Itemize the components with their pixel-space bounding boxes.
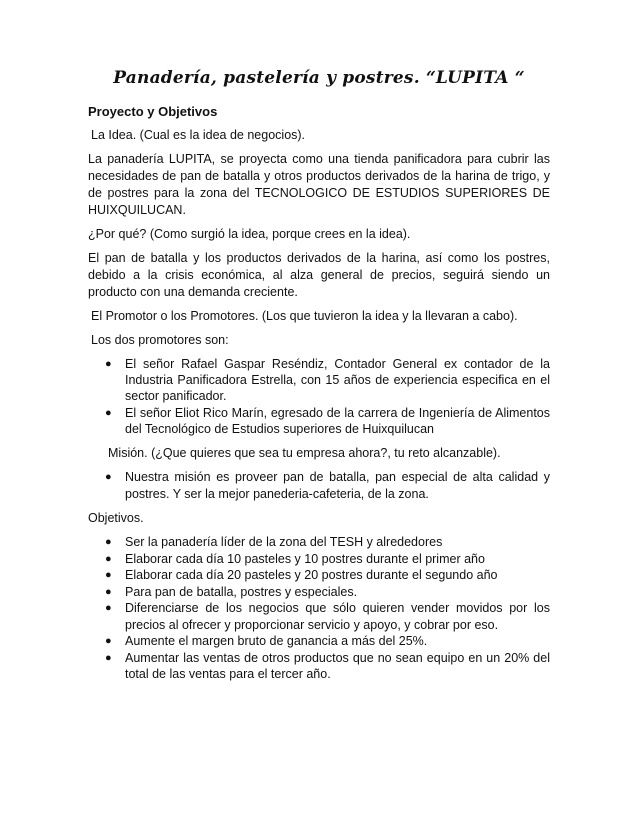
why-paragraph: El pan de batalla y los productos derivados de la harina, así como los postres, debido a la crisis económica, al alza general de precios, seguirá siendo un producto con una demanda creciente. [88,251,550,299]
bullet-icon: ● [105,471,112,484]
promotor-text: El señor Eliot Rico Marín, egresado de la carrera de Ingeniería de Alimentos del Tecnológico de Estudios superiores de Huixquilucan [125,405,550,436]
mision-text: Nuestra misión es proveer pan de batalla, pan especial de alta calidad y postres. Y ser la mejor panederia-cafeteria, de la zona. [125,470,550,501]
objetivo-text: Diferenciarse de los negocios que sólo quieren vender movidos por los precios al ofrecer y proporcionar servicio y apoyo, y cobrar por eso. [125,601,550,632]
promotor-label: El Promotor o los Promotores. (Los que tuvieron la idea y la llevaran a cabo). [91,309,518,323]
objetivo-text: Aumentar las ventas de otros productos que no sean equipo en un 20% del total de las ventas para el tercer año. [125,650,550,682]
section-heading: Proyecto y Objetivos [88,104,218,119]
idea-label: La Idea. (Cual es la idea de negocios). [91,128,306,142]
mision-label: Misión. (¿Que quieres que sea tu empresa ahora?, tu reto alcanzable). [108,446,501,461]
document-title: Panadería, pastelería y postres. “LUPITA “ [113,68,525,88]
list-item [88,633,550,650]
list-item [88,405,550,437]
mision-list [88,469,550,502]
objetivos-list [88,534,550,683]
document-page [88,68,550,691]
why-label: ¿Por qué? (Como surgió la idea, porque crees en la idea). [88,227,411,241]
list-item [88,567,550,584]
promotor-text: El señor Rafael Gaspar Reséndiz, Contador General ex contador de la Industria Panificadora Estrella, con 15 años de experiencia especifica en el sector panificador. [125,357,550,404]
idea-paragraph: La panadería LUPITA, se proyecta como una tienda panificadora para cubrir las necesidades de pan de batalla y otros productos derivados de la harina de trigo, y de postres para la zona del TECNOLOGICO DE ESTUDIOS SUPERIORES DE HUIXQUILUCAN. [88,152,550,217]
list-item [88,650,550,683]
list-item [88,600,550,633]
bullet-icon: ● [105,358,112,370]
bullet-icon: ● [105,406,112,419]
bullet-icon: ● [105,569,112,582]
bullet-icon: ● [105,536,112,549]
list-item [88,356,550,405]
list-item [88,469,550,502]
objetivos-label: Objetivos. [88,511,144,526]
list-item [88,551,550,568]
promotores-intro: Los dos promotores son: [91,333,229,347]
objetivo-text: Aumente el margen bruto de ganancia a más del 25%. [125,634,428,649]
objetivo-text: Para pan de batalla, postres y especiales. [125,584,358,599]
objetivo-text: Elaborar cada día 20 pasteles y 20 postres durante el segundo año [125,568,498,583]
list-item [88,534,550,551]
promotores-list [88,356,550,437]
bullet-icon: ● [105,651,112,664]
list-item [88,584,550,601]
bullet-icon: ● [105,635,112,648]
objetivo-text: Ser la panadería líder de la zona del TESH y alrededores [125,535,443,550]
bullet-icon: ● [105,602,112,615]
bullet-icon: ● [105,585,112,598]
bullet-icon: ● [105,552,112,565]
objetivo-text: Elaborar cada día 10 pasteles y 10 postres durante el primer año [125,551,485,566]
